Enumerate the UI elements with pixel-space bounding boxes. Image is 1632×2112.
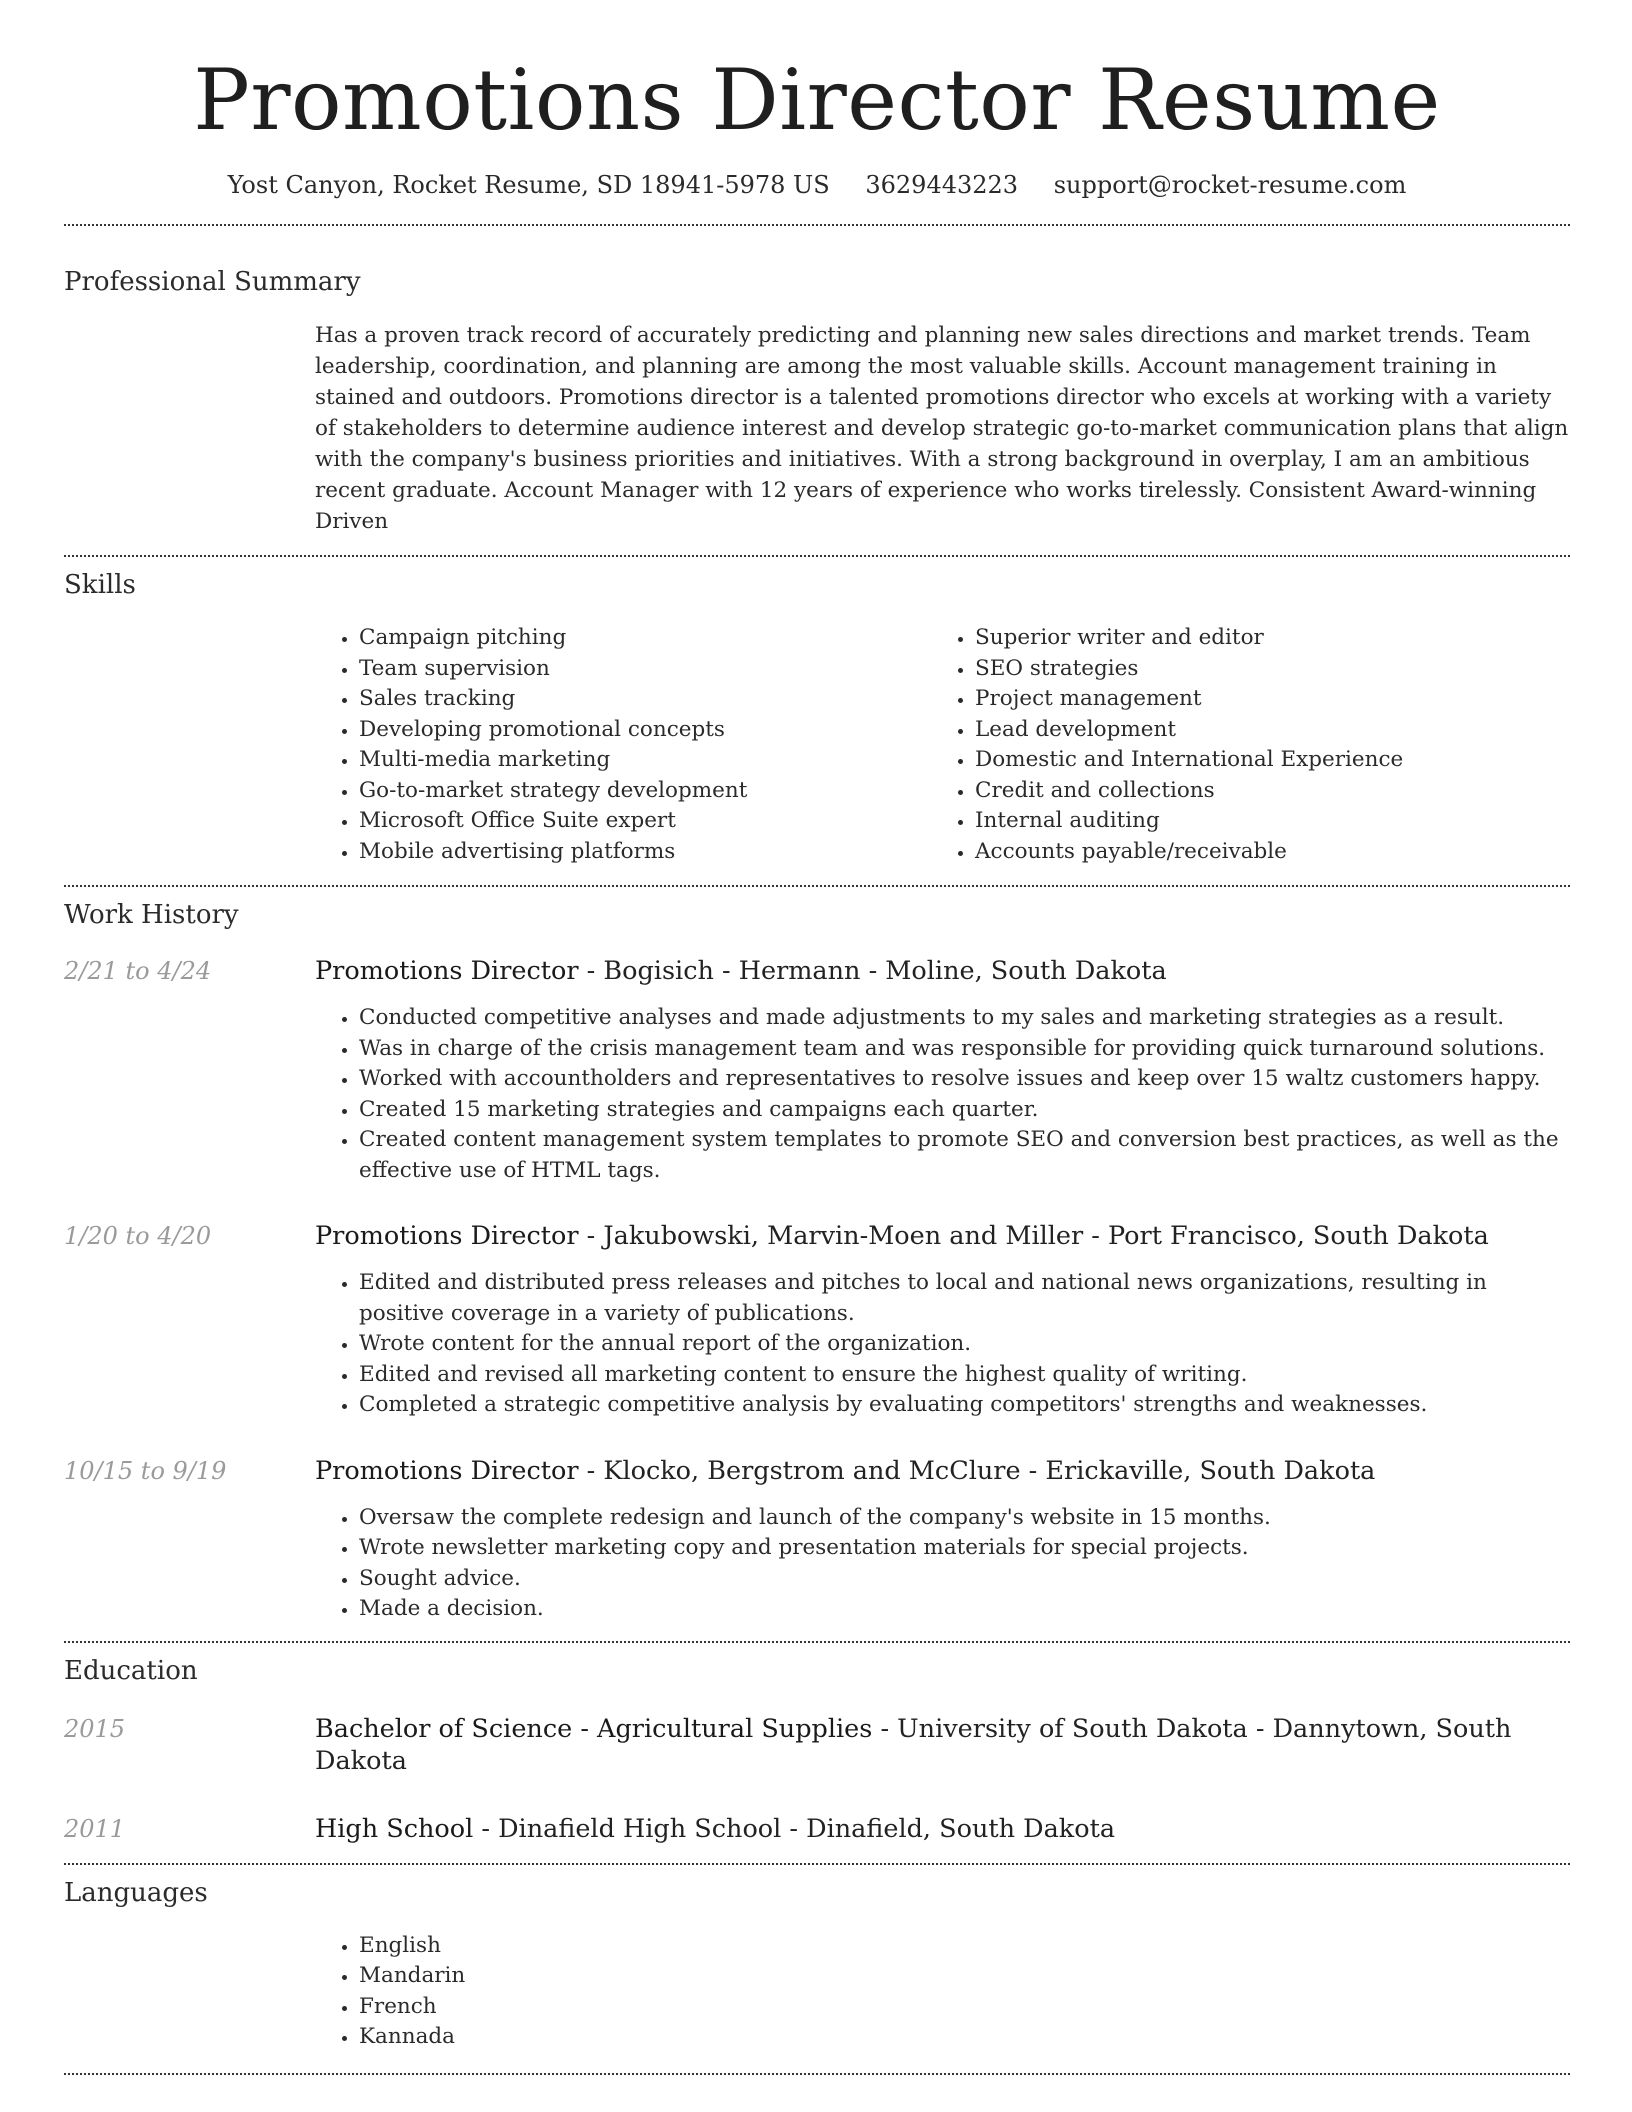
job-bullet: • Worked with accountholders and representatives to resolve issues and keep over 15 waltz customers happy. [359,1064,1570,1095]
job-heading [315,1220,1489,1252]
resume-title: Promotions Director Resume [193,51,1441,149]
education-year: 2015 [64,1714,126,1743]
job-bullet: • Completed a strategic competitive analysis by evaluating competitors' strengths and weaknesses. [359,1390,1570,1421]
skills-list-right [931,623,1547,867]
resume-page [64,0,1570,2075]
skill-item: • Microsoft Office Suite expert [359,806,931,837]
job-title: Promotions Director [315,1455,579,1486]
divider [64,224,1570,226]
skill-item: • Accounts payable/receivable [975,837,1547,868]
section-heading: Work History [64,900,239,930]
job-bullet: • Was in charge of the crisis management team and was responsible for providing quick turnaround solutions. [359,1034,1570,1065]
skills-list-left [315,623,931,867]
contact-line [64,170,1570,200]
job-entry [64,1455,1570,1625]
language-item: • Mandarin [359,1961,1570,1992]
job-bullets [315,1003,1570,1186]
skill-item: • Go-to-market strategy development [359,776,931,807]
job-entry [64,1220,1570,1421]
education-degree: Bachelor of Science - Agricultural Supplies [315,1713,873,1744]
skill-item: • Team supervision [359,654,931,685]
divider [64,555,1570,557]
languages-section [64,1877,1570,2053]
job-dates: 10/15 to 9/19 [64,1456,227,1485]
section-heading: Languages [64,1877,208,1908]
skills-section [64,569,1570,867]
job-heading [315,1455,1375,1487]
job-dates: 2/21 to 4/24 [64,957,212,985]
education-section [64,1655,1570,1845]
skill-item: • Superior writer and editor [975,623,1547,654]
job-bullet: • Edited and revised all marketing content to ensure the highest quality of writing. [359,1360,1570,1391]
job-heading [315,955,1167,987]
skill-item: • Domestic and International Experience [975,745,1547,776]
divider [64,2073,1570,2075]
skill-item: • SEO strategies [975,654,1547,685]
education-details: - University of South Dakota - Dannytown, South Dakota [315,1713,1512,1776]
summary-text: Has a proven track record of accurately predicting and planning new sales directions and market trends. Team leadership, coordination, and planning are among the most valuable skills. Account management training in stained and outdoors. Promotions director is a talented promotions director who excels at working with a variety of stakeholders to determine audience interest and develop strategic go-to-market communication plans that align with the company's business priorities and initiatives. With a strong background in overplay, I am an ambitious recent graduate. Account Manager with 12 years of experience who works tirelessly. Consistent Award-winning Driven [315,323,1569,534]
skill-item: • Campaign pitching [359,623,931,654]
job-title: Promotions Director [315,1221,579,1251]
job-title: Promotions Director [315,956,579,986]
summary-section [64,266,1570,537]
job-bullet: • Edited and distributed press releases and pitches to local and national news organizations, resulting in positive coverage in a variety of publications. [359,1268,1570,1329]
job-dates: 1/20 to 4/20 [64,1222,212,1250]
divider [64,885,1570,887]
contact-address: Yost Canyon, Rocket Resume, SD 18941-5978 US [227,171,830,199]
education-entry [64,1813,1570,1845]
job-bullet: • Created 15 marketing strategies and campaigns each quarter. [359,1095,1570,1126]
education-year: 2011 [64,1814,126,1843]
language-item: • Kannada [359,2022,1570,2053]
skill-item: • Credit and collections [975,776,1547,807]
education-heading [315,1713,1570,1777]
contact-phone: 3629443223 [865,171,1019,199]
job-bullets [315,1268,1570,1421]
language-item: • French [359,1992,1570,2023]
job-bullet: • Wrote content for the annual report of the organization. [359,1329,1570,1360]
work-history-section [64,899,1570,1625]
education-degree: High School [315,1813,474,1844]
skill-item: • Multi-media marketing [359,745,931,776]
divider [64,1863,1570,1865]
job-bullet: • Made a decision. [359,1594,1570,1625]
skill-item: • Internal auditing [975,806,1547,837]
section-heading: Education [64,1655,198,1686]
job-bullet: • Sought advice. [359,1564,1570,1595]
skill-item: • Mobile advertising platforms [359,837,931,868]
language-item: • English [359,1931,1570,1962]
section-heading: Skills [64,570,136,600]
languages-list [315,1931,1570,2053]
job-bullet: • Conducted competitive analyses and made adjustments to my sales and marketing strategies as a result. [359,1003,1570,1034]
job-bullets [315,1503,1570,1625]
job-bullet: • Wrote newsletter marketing copy and presentation materials for special projects. [359,1533,1570,1564]
contact-email: support@rocket-resume.com [1053,171,1407,199]
section-heading: Professional Summary [64,267,361,297]
job-details: - Jakubowski, Marvin-Moen and Miller - Port Francisco, South Dakota [578,1221,1489,1251]
divider [64,1641,1570,1643]
skill-item: • Sales tracking [359,684,931,715]
education-heading [315,1813,1115,1845]
job-details: - Klocko, Bergstrom and McClure - Erickaville, South Dakota [578,1455,1376,1486]
job-details: - Bogisich - Hermann - Moline, South Dakota [578,956,1167,986]
skills-grid [315,623,1570,867]
skill-item: • Project management [975,684,1547,715]
job-bullet: • Created content management system templates to promote SEO and conversion best practices, as well as the effective use of HTML tags. [359,1125,1570,1186]
skill-item: • Developing promotional concepts [359,715,931,746]
job-bullet: • Oversaw the complete redesign and launch of the company's website in 15 months. [359,1503,1570,1534]
job-entry [64,955,1570,1186]
skill-item: • Lead development [975,715,1547,746]
education-entry [64,1713,1570,1777]
education-details: - Dinafield High School - Dinafield, South Dakota [473,1813,1116,1844]
